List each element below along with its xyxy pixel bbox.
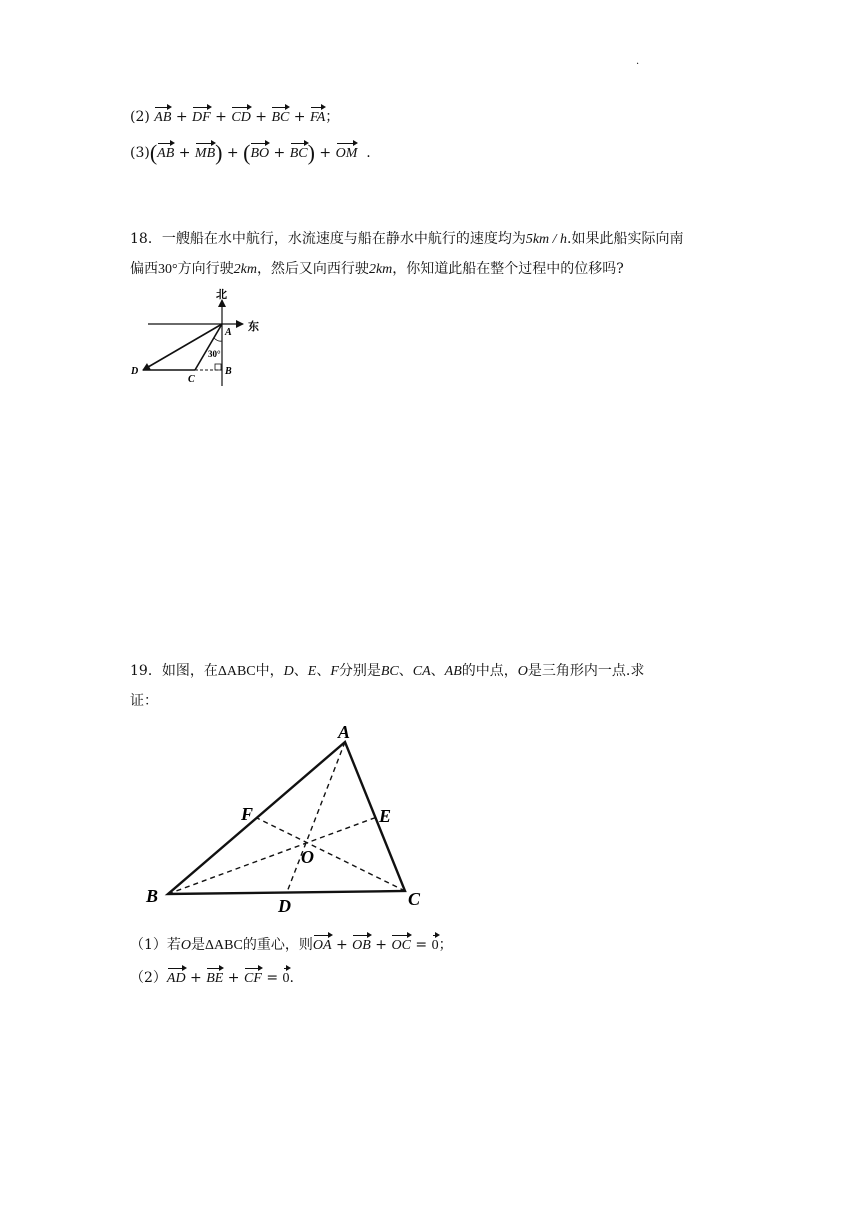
label-E: E <box>379 806 392 826</box>
label-A: A <box>225 327 232 338</box>
math: CA <box>412 664 431 679</box>
q18-figure <box>0 0 860 400</box>
math: BC <box>380 664 399 679</box>
math: D <box>283 664 294 679</box>
vector: DF <box>192 106 211 128</box>
vector: OB <box>352 934 371 956</box>
vector: MB <box>195 142 215 164</box>
label-C: C <box>188 374 195 385</box>
q19-part1: （1）若O是ΔABC的重心，则OA + OB + OC = 0； <box>130 934 453 956</box>
triangle-ABC <box>168 742 405 894</box>
punct: ； <box>438 937 453 953</box>
right-angle-mark <box>215 364 221 370</box>
vector: BE <box>206 967 223 989</box>
punct: . <box>289 970 294 986</box>
vector: AB <box>154 106 171 128</box>
question-number: 19． <box>130 663 162 679</box>
label-D: D <box>131 366 139 377</box>
part-label: （1）若 <box>130 937 181 953</box>
q19-line1 <box>130 661 644 682</box>
text: 的中点， <box>461 663 518 679</box>
label-C: C <box>408 889 421 909</box>
punct: . <box>366 145 371 161</box>
question-number: 18． <box>130 231 162 247</box>
q17-part3: (3)(AB + MB) + (BO + BC) + OM . <box>130 140 371 165</box>
label-A: A <box>338 722 351 742</box>
q19-part2: （2）AD + BE + CF = 0. <box>130 967 294 989</box>
header-mark: . <box>636 56 640 67</box>
math: 2km <box>233 262 257 277</box>
math: O <box>180 938 192 953</box>
math: E <box>307 664 317 679</box>
text: 、 <box>316 663 331 679</box>
math: AB <box>444 664 462 679</box>
vector: BC <box>290 142 308 164</box>
math: 30° <box>158 262 178 277</box>
math: 2km <box>368 262 393 277</box>
segment-AD <box>143 324 222 370</box>
text: ，然后又向西行驶 <box>256 261 369 277</box>
vector: BC <box>271 106 289 128</box>
text: 分别是 <box>338 663 381 679</box>
math: O <box>517 664 528 679</box>
text: 是 <box>191 937 206 953</box>
text: ，你知道此船在整个过程中的位移吗? <box>392 261 624 277</box>
text: 一艘船在水中航行，水流速度与船在静水中航行的速度均为 <box>161 231 526 247</box>
label-angle: 30° <box>208 349 221 359</box>
label-D: D <box>278 896 291 916</box>
math: ΔABC <box>217 664 256 679</box>
text: 偏西 <box>130 261 158 277</box>
part-label: （2） <box>130 970 167 986</box>
part-label: (2) <box>130 109 150 125</box>
zero-vector: 0 <box>432 934 439 956</box>
median-BE <box>168 817 377 894</box>
punct: ； <box>325 109 340 125</box>
text: 、 <box>293 663 308 679</box>
vector: FA <box>310 106 325 128</box>
label-B: B <box>225 366 232 377</box>
vector: AD <box>167 967 186 989</box>
text: 方向行驶 <box>177 261 234 277</box>
q17-part2: (2) AB + DF + CD + BC + FA； <box>130 106 339 128</box>
vector: CD <box>231 106 250 128</box>
part-label: (3) <box>130 145 150 161</box>
median-CF <box>257 818 405 891</box>
label-north: 北 <box>216 288 227 301</box>
label-B: B <box>146 886 159 906</box>
text: 、 <box>398 663 413 679</box>
q19-line2: 证： <box>130 693 158 709</box>
vector: AB <box>157 142 174 164</box>
q19-figure <box>0 700 860 930</box>
segment-AC <box>195 324 222 370</box>
vector: OC <box>391 934 410 956</box>
vector: CF <box>244 967 262 989</box>
vector: OA <box>313 934 332 956</box>
text: 是三角形内一点.求 <box>527 663 645 679</box>
math: 5km / h <box>525 232 568 247</box>
median-AD <box>287 742 345 892</box>
vector: OM <box>336 142 358 164</box>
text: 的重心，则 <box>242 937 313 953</box>
label-F: F <box>241 804 254 824</box>
text: 如图，在 <box>161 663 218 679</box>
label-O: O <box>301 847 314 867</box>
math: ΔABC <box>205 938 243 953</box>
math: F <box>330 664 339 679</box>
text: 中， <box>255 663 284 679</box>
text: .如果此船实际向南 <box>567 231 684 247</box>
vector: BO <box>250 142 269 164</box>
text: 、 <box>430 663 445 679</box>
zero-vector: 0 <box>283 967 290 989</box>
angle-arc <box>214 338 222 341</box>
label-east: 东 <box>248 320 259 333</box>
